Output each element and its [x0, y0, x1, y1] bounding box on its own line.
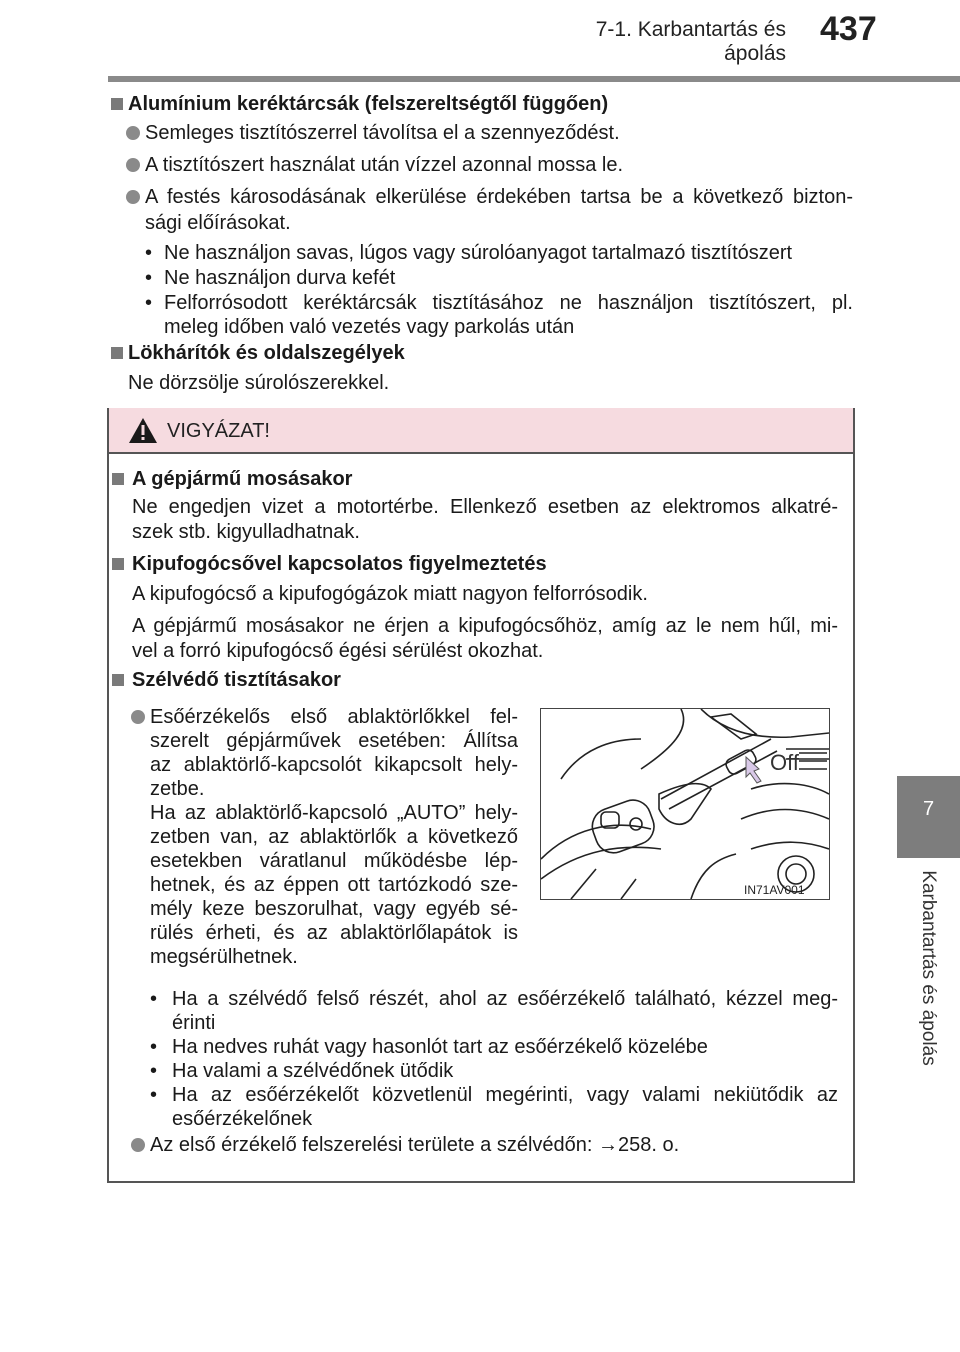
exhaust-text-2-line-1: A gépjármű mosásakor ne érjen a kipufogócsőhöz, amíg az le nem hűl, mi-: [132, 615, 838, 637]
wheels-bullet-3-line-2: sági előírásokat.: [145, 212, 291, 234]
square-bullet-icon: [112, 473, 124, 485]
rain-line: hetnek, és az éppen ott tartózkodó sze-: [150, 874, 518, 896]
rain-line: megsérülhetnek.: [150, 946, 298, 968]
windshield-sub-2: Ha nedves ruhát vagy hasonlót tart az esőérzékelő közelébe: [172, 1036, 708, 1058]
page-number: 437: [820, 10, 877, 48]
sub-bullet-marker: •: [150, 1036, 158, 1058]
warning-heading-exhaust: Kipufogócsővel kapcsolatos figyelmeztetés: [132, 553, 547, 575]
rain-line: Esőérzékelős első ablaktörlőkkel fel-: [150, 706, 518, 728]
exhaust-text-2-line-2: vel a forró kipufogócső égési sérülést okozhat.: [132, 640, 544, 662]
circle-bullet-icon: [126, 190, 140, 204]
exhaust-text-1: A kipufogócső a kipufogógázok miatt nagyon felforrósodik.: [132, 583, 648, 605]
bumpers-text: Ne dörzsölje súrolószerekkel.: [128, 372, 390, 394]
sub-bullet-marker: •: [145, 267, 153, 289]
washing-line-1: Ne engedjen vizet a motortérbe. Ellenkező esetben az elektromos alkatré-: [132, 496, 838, 518]
sub-bullet-marker: •: [145, 242, 153, 264]
warning-heading-washing: A gépjármű mosásakor: [132, 468, 353, 490]
illustration-code: IN71AV001: [744, 883, 805, 897]
rain-line: zetbe.: [150, 778, 205, 800]
wheels-sub-3-line-1: Felforrósodott keréktárcsák tisztításához ne használjon tisztítószert, pl.: [164, 292, 853, 314]
sub-bullet-marker: •: [150, 1084, 158, 1106]
circle-bullet-icon: [131, 1138, 145, 1152]
rain-line: esetekben váratlanul működésbe lép-: [150, 850, 518, 872]
warning-triangle-icon: [128, 417, 158, 444]
sub-bullet-marker: •: [145, 292, 153, 314]
section-title: 7-1. Karbantartás és ápolás: [595, 18, 786, 65]
rain-line: rülés érheti, és az ablaktörlőlapátok is: [150, 922, 518, 944]
rain-line: mély keze beszorulhat, vagy egyéb sé-: [150, 898, 518, 920]
wheels-sub-3-line-2: meleg időben való vezetés vagy parkolás után: [164, 316, 575, 338]
rain-line: az ablaktörlő-kapcsolót kikapcsolt hely-: [150, 754, 518, 776]
sensor-area-reference: Az első érzékelő felszerelési területe a szélvédőn: →258. o.: [150, 1134, 680, 1156]
steering-column-drawing: [541, 709, 829, 899]
wheels-bullet-1: Semleges tisztítószerrel távolítsa el a szennyeződést.: [145, 122, 620, 144]
square-bullet-icon: [111, 98, 123, 110]
circle-bullet-icon: [126, 126, 140, 140]
square-bullet-icon: [112, 558, 124, 570]
windshield-sub-1-line-2: érinti: [172, 1012, 216, 1034]
square-bullet-icon: [112, 674, 124, 686]
wheels-bullet-2: A tisztítószert használat után vízzel azonnal mossa le.: [145, 154, 624, 176]
rain-line: szerelt gépjárművek esetében: Állítsa: [150, 730, 518, 752]
windshield-sub-4-line-2: esőérzékelőnek: [172, 1108, 313, 1130]
warning-label: VIGYÁZAT!: [167, 420, 270, 442]
windshield-sub-4-line-1: Ha az esőérzékelőt közvetlenül megérinti, vagy valami nekiütődik az: [172, 1084, 838, 1106]
wheels-heading: Alumínium keréktárcsák (felszereltségtől függően): [128, 93, 609, 115]
bumpers-heading: Lökhárítók és oldalszegélyek: [128, 342, 405, 364]
circle-bullet-icon: [131, 710, 145, 724]
rain-line: zetben van, az ablaktörlők a következő: [150, 826, 518, 848]
chapter-label: Karbantartás és ápolás: [918, 870, 939, 1066]
sub-bullet-marker: •: [150, 988, 158, 1010]
circle-bullet-icon: [126, 158, 140, 172]
off-label: Off: [770, 750, 799, 775]
washing-line-2: szek stb. kigyulladhatnak.: [132, 521, 360, 543]
windshield-sub-3: Ha valami a szélvédőnek ütődik: [172, 1060, 454, 1082]
square-bullet-icon: [111, 347, 123, 359]
wheels-bullet-3-line-1: A festés károsodásának elkerülése érdekében tartsa be a következő bizton-: [145, 186, 853, 208]
chapter-number: 7: [922, 798, 935, 820]
wiper-switch-illustration: [540, 708, 830, 900]
sub-bullet-marker: •: [150, 1060, 158, 1082]
rain-line: Ha az ablaktörlő-kapcsoló „AUTO” hely-: [150, 802, 518, 824]
wheels-sub-2: Ne használjon durva kefét: [164, 267, 396, 289]
header-rule: [108, 76, 960, 82]
windshield-sub-1-line-1: Ha a szélvédő felső részét, ahol az esőérzékelő található, kézzel meg-: [172, 988, 838, 1010]
wheels-sub-1: Ne használjon savas, lúgos vagy súrolóanyagot tartalmazó tisztítószert: [164, 242, 793, 264]
warning-heading-windshield: Szélvédő tisztításakor: [132, 669, 341, 691]
